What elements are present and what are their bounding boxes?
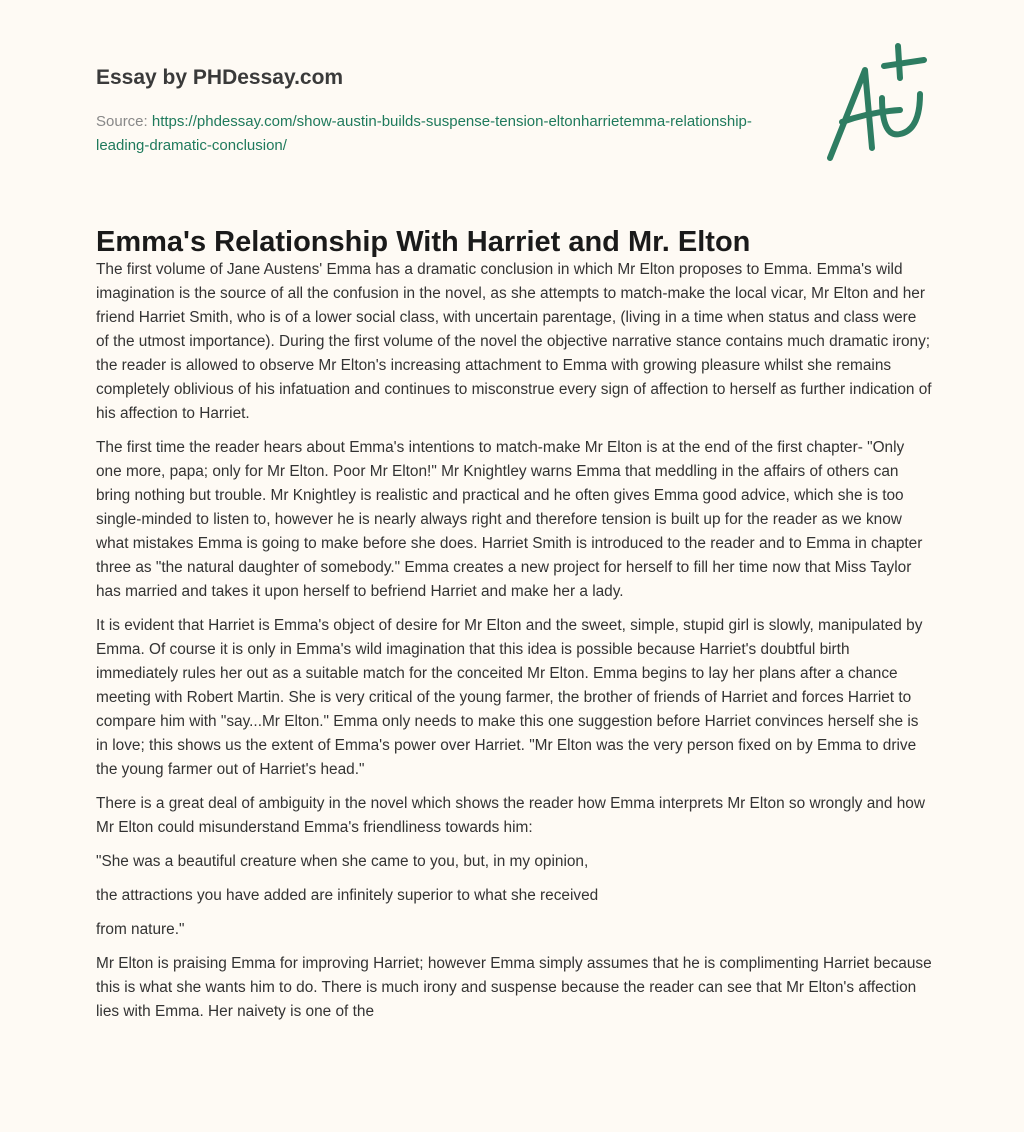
source-label: Source:	[96, 113, 148, 130]
paragraph: The first time the reader hears about Emma's intentions to match-make Mr Elton is at the end of the first chapter- "Only one more, papa; only for Mr Elton. Poor Mr Elton!" Mr Knightley warns Emma that meddling in the affairs of others can bring nothing but trouble. Mr Knightley is realistic and practical and he often gives Emma good advice, which she is too single-minded to listen to, however he is nearly always right and therefore tension is built up for the reader as we know what mistakes Emma is going to make before she does. Harriet Smith is introduced to the reader and to Emma in chapter three as "the natural daughter of somebody." Emma creates a new project for herself to fill her time now that Miss Taylor has married and takes it upon herself to befriend Harriet and make her a lady.	[96, 439, 923, 600]
site-brand: Essay by PHDessay.com	[96, 66, 344, 89]
paragraph: There is a great deal of ambiguity in the novel which shows the reader how Emma interprets Mr Elton so wrongly and how Mr Elton could misunderstand Emma's friendliness towards him:	[96, 795, 925, 836]
paragraph: Mr Elton is praising Emma for improving Harriet; however Emma simply assumes that he is complimenting Harriet because this is what she wants him to do. There is much irony and suspense because the reader can see that Mr Elton's affection lies with Emma. Her naivety is one of the	[96, 955, 932, 1020]
quote-line: "She was a beautiful creature when she came to you, but, in my opinion,	[96, 853, 589, 870]
article-title: Emma's Relationship With Harriet and Mr. Elton	[96, 226, 751, 258]
a-plus-logo-icon	[820, 38, 930, 168]
quote-line: the attractions you have added are infinitely superior to what she received	[96, 887, 599, 904]
quote-line: from nature."	[96, 921, 185, 938]
article-body	[96, 258, 932, 1034]
paragraph: It is evident that Harriet is Emma's object of desire for Mr Elton and the sweet, simple, stupid girl is slowly, manipulated by Emma. Of course it is only in Emma's wild imagination that this idea is possible because Harriet's doubtful birth immediately rules her out as a suitable match for the conceited Mr Elton. Emma begins to lay her plans after a chance meeting with Robert Martin. She is very critical of the young farmer, the brother of friends of Harriet and forces Harriet to compare him with "say...Mr Elton." Emma only needs to make this one suggestion before Harriet convinces herself she is in love; this shows us the extent of Emma's power over Harriet. "Mr Elton was the very person fixed on by Emma to drive the young farmer out of Harriet's head."	[96, 617, 923, 778]
source-link[interactable]: https://phdessay.com/show-austin-builds-suspense-tension-eltonharrietemma-relationship-leading-dramatic-conclusion/	[96, 113, 752, 154]
paragraph: The first volume of Jane Austens' Emma has a dramatic conclusion in which Mr Elton proposes to Emma. Emma's wild imagination is the source of all the confusion in the novel, as she attempts to match-make the local vicar, Mr Elton and her friend Harriet Smith, who is of a lower social class, with uncertain parentage, (living in a time when status and class were of the utmost importance). During the first volume of the novel the objective narrative stance contains much dramatic irony; the reader is allowed to observe Mr Elton's increasing attachment to Emma with growing pleasure whilst she remains completely oblivious of his infatuation and continues to misconstrue every sign of affection to herself as further indication of his affection to Harriet.	[96, 261, 932, 422]
source-line	[96, 110, 776, 158]
